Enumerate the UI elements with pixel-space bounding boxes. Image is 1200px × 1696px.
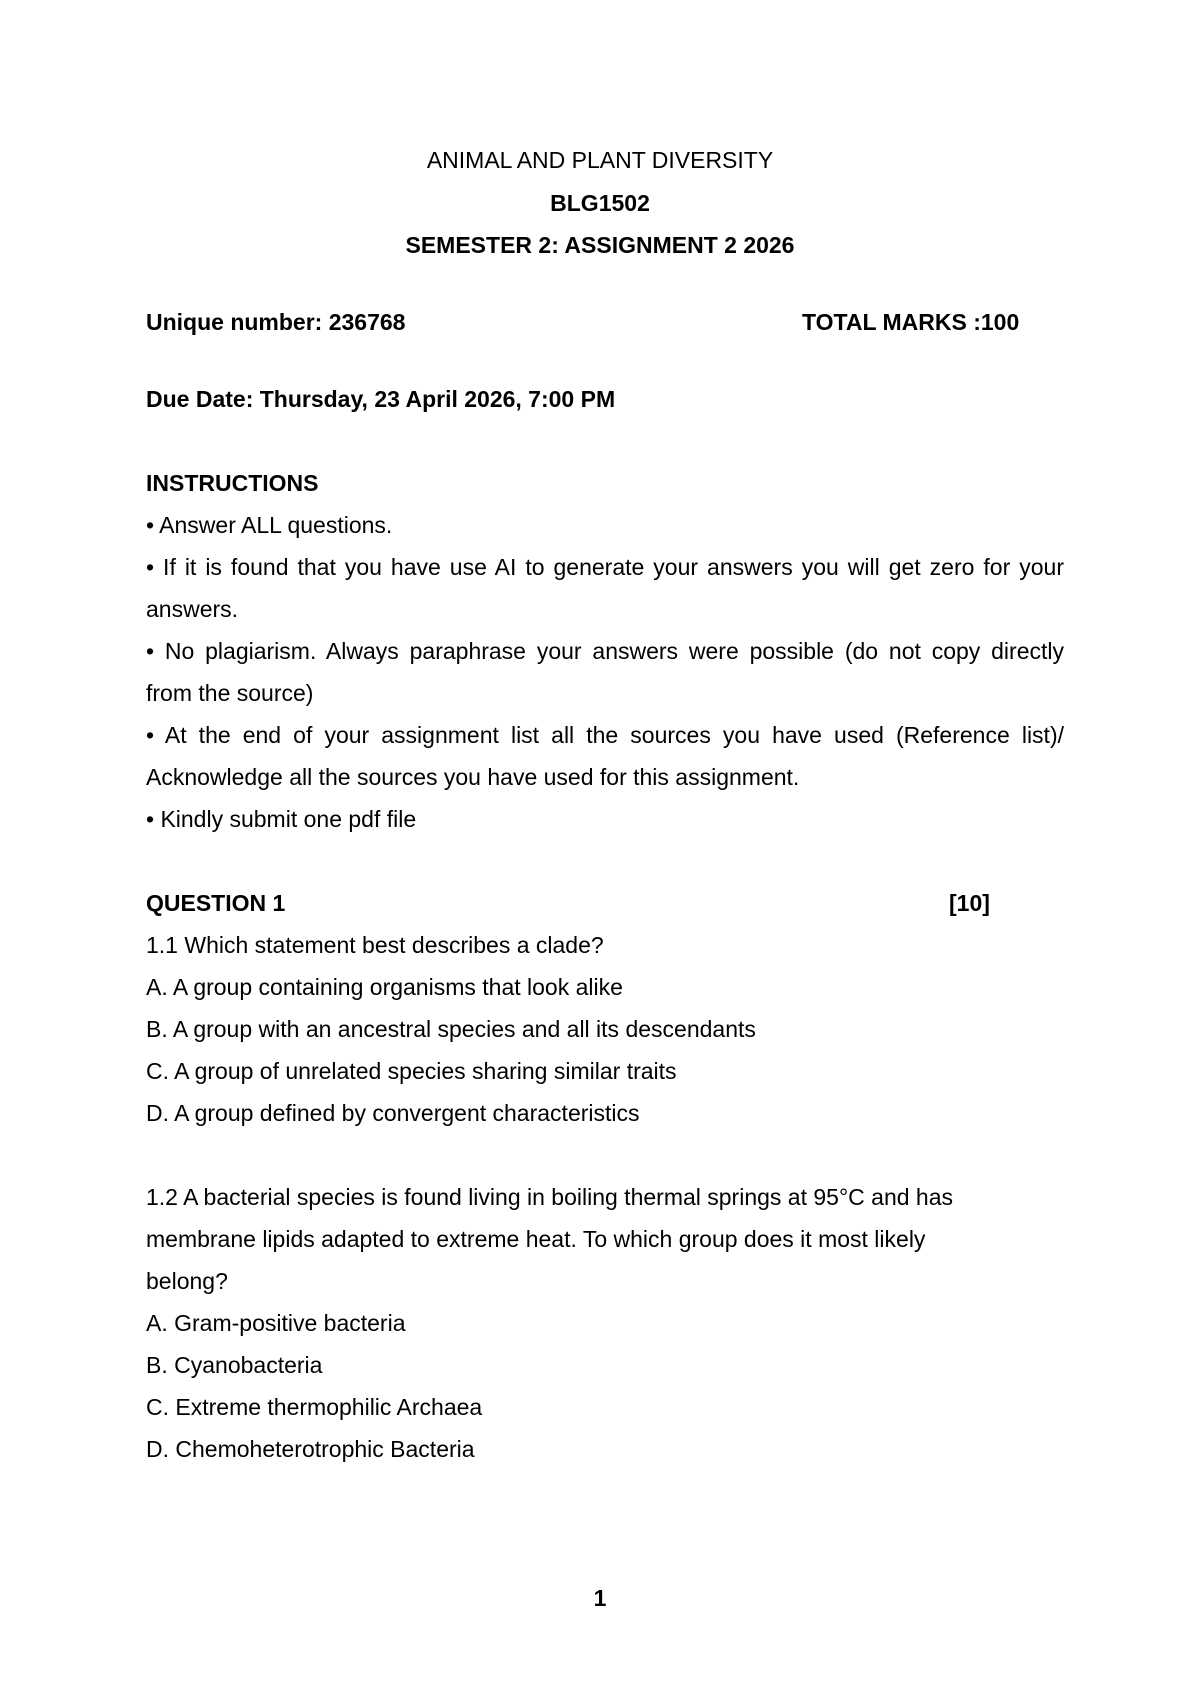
instruction-line: • Kindly submit one pdf file bbox=[146, 806, 417, 832]
answer-option: C. Extreme thermophilic Archaea bbox=[146, 1394, 483, 1420]
instructions-heading: INSTRUCTIONS bbox=[146, 470, 319, 496]
answer-option: A. A group containing organisms that look alike bbox=[146, 974, 623, 1000]
answer-option: B. Cyanobacteria bbox=[146, 1352, 323, 1378]
answer-option: A. Gram-positive bacteria bbox=[146, 1310, 406, 1336]
question-1-2-stem: membrane lipids adapted to extreme heat. To which group does it most likely bbox=[146, 1226, 926, 1252]
due-date: Due Date: Thursday, 23 April 2026, 7:00 PM bbox=[146, 386, 616, 412]
semester-assignment: SEMESTER 2: ASSIGNMENT 2 2026 bbox=[405, 232, 795, 258]
question-1-1-stem: 1.1 Which statement best describes a clade? bbox=[146, 932, 604, 958]
question-1-heading: QUESTION 1 bbox=[146, 890, 286, 916]
instruction-line: answers. bbox=[146, 596, 239, 622]
instruction-line: • Answer ALL questions. bbox=[146, 512, 393, 538]
question-1-marks: [10] bbox=[949, 890, 990, 916]
unique-number: Unique number: 236768 bbox=[146, 309, 406, 335]
instruction-line: • At the end of your assignment list all the sources you have used (Reference list)/ bbox=[146, 722, 1064, 748]
instruction-line: from the source) bbox=[146, 680, 314, 706]
total-marks: TOTAL MARKS :100 bbox=[802, 309, 1020, 335]
question-1-2-stem: belong? bbox=[146, 1268, 228, 1294]
instruction-line: Acknowledge all the sources you have used for this assignment. bbox=[146, 764, 800, 790]
answer-option: B. A group with an ancestral species and all its descendants bbox=[146, 1016, 756, 1042]
answer-option: D. Chemoheterotrophic Bacteria bbox=[146, 1436, 475, 1462]
instruction-line: • If it is found that you have use AI to generate your answers you will get zero for your bbox=[146, 554, 1064, 580]
question-1-2-stem: 1.2 A bacterial species is found living in boiling thermal springs at 95°C and has bbox=[146, 1184, 953, 1210]
answer-option: D. A group defined by convergent characteristics bbox=[146, 1100, 640, 1126]
document-title: ANIMAL AND PLANT DIVERSITY bbox=[426, 147, 774, 173]
instruction-line: • No plagiarism. Always paraphrase your answers were possible (do not copy directly bbox=[146, 638, 1064, 664]
course-code: BLG1502 bbox=[550, 190, 650, 216]
answer-option: C. A group of unrelated species sharing similar traits bbox=[146, 1058, 677, 1084]
page-number: 1 bbox=[593, 1585, 607, 1611]
